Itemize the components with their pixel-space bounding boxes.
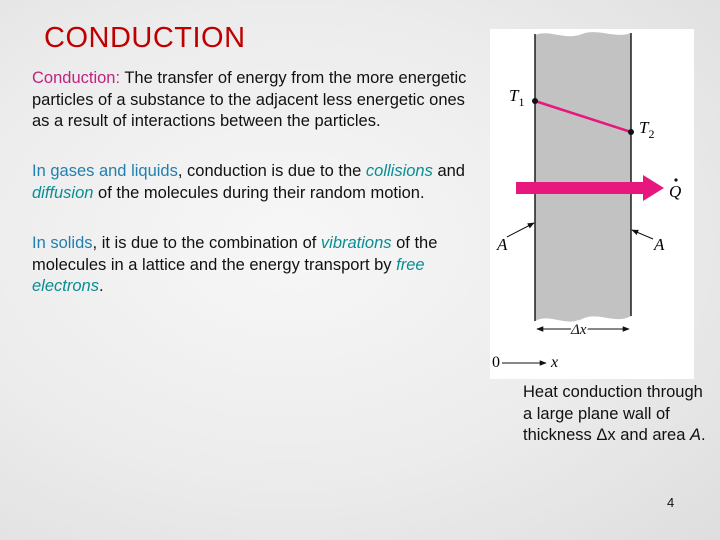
- p2-text-1: , conduction is due to the: [177, 162, 366, 180]
- page-number: 4: [667, 495, 675, 510]
- origin-label: 0: [492, 354, 500, 371]
- t1-subscript: 1: [518, 95, 525, 109]
- t2-subscript: 2: [648, 127, 655, 141]
- caption-end: .: [700, 426, 706, 444]
- caption-text: Heat conduction through a large plane wall of thickness: [523, 383, 703, 444]
- p3-text-1: , it is due to the combination of: [92, 234, 321, 252]
- t2-letter: T: [639, 118, 649, 137]
- gases-liquids-lead: In gases and liquids: [32, 162, 178, 180]
- t2-point: [628, 129, 634, 135]
- q-dot-label: Q: [669, 182, 682, 201]
- wall-slab: [535, 32, 631, 321]
- q-dot-marker: [674, 178, 677, 181]
- p3-text-2: of the molecules in a lattice and the energy transport by: [32, 234, 438, 274]
- keyword-vibrations: vibrations: [320, 234, 392, 252]
- caption-and: and area: [615, 426, 690, 444]
- area-label-right: A: [654, 235, 665, 254]
- slide-title: CONDUCTION: [44, 22, 246, 54]
- term-conduction: Conduction:: [32, 69, 121, 87]
- gases-liquids-paragraph: [32, 161, 472, 204]
- p2-text-2: and: [432, 162, 465, 180]
- keyword-collisions: collisions: [365, 162, 433, 180]
- keyword-free-electrons: free electrons: [32, 255, 425, 295]
- heat-flow-arrow-shaft: [516, 182, 645, 194]
- p2-text-3: of the molecules during their random motion.: [93, 183, 425, 202]
- figure-caption: [523, 382, 713, 447]
- area-label-left: A: [497, 235, 508, 254]
- delta-x-label: Δx: [571, 322, 587, 338]
- keyword-diffusion: diffusion: [32, 183, 94, 202]
- caption-area: A: [689, 426, 701, 444]
- definition-text: The transfer of energy from the more energetic particles of a substance to the adjacent less energetic ones as a result of interactions between the particles.: [32, 69, 467, 130]
- caption-delta-x: Δx: [596, 426, 616, 444]
- t1-letter: T: [509, 86, 519, 105]
- x-axis-label: x: [551, 354, 559, 371]
- t1-point: [532, 98, 538, 104]
- solids-paragraph: [32, 233, 472, 298]
- solids-lead: In solids: [32, 234, 93, 252]
- p3-text-3: .: [98, 277, 104, 295]
- definition-paragraph: [32, 68, 472, 133]
- plane-wall-figure: [490, 29, 694, 379]
